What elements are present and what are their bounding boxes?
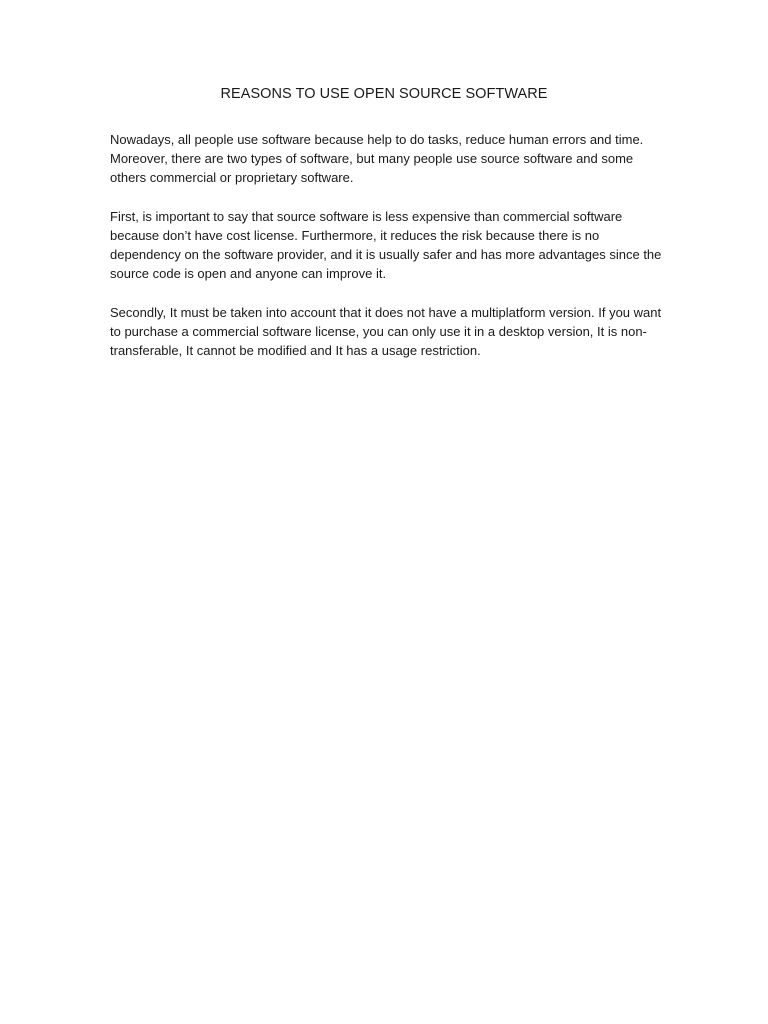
paragraph-second: Secondly, It must be taken into account that it does not have a multiplatform version. If you want to purchase a commercial software license, you can only use it in a desktop version, It is non-transferable, It cannot be modified and It has a usage restriction. <box>110 304 662 359</box>
document-body <box>110 130 662 380</box>
paragraph-intro: Nowadays, all people use software because help to do tasks, reduce human errors and time. Moreover, there are two types of software, but many people use source software and some others commercial or proprietary software. <box>110 132 644 186</box>
document-title: REASONS TO USE OPEN SOURCE SOFTWARE <box>220 86 548 102</box>
paragraph-first: First, is important to say that source software is less expensive than commercial software because don’t have cost license. Furthermore, it reduces the risk because there is no dependency on the software provider, and it is usually safer and has more advantages since the source code is open and anyone can improve it. <box>110 208 662 282</box>
